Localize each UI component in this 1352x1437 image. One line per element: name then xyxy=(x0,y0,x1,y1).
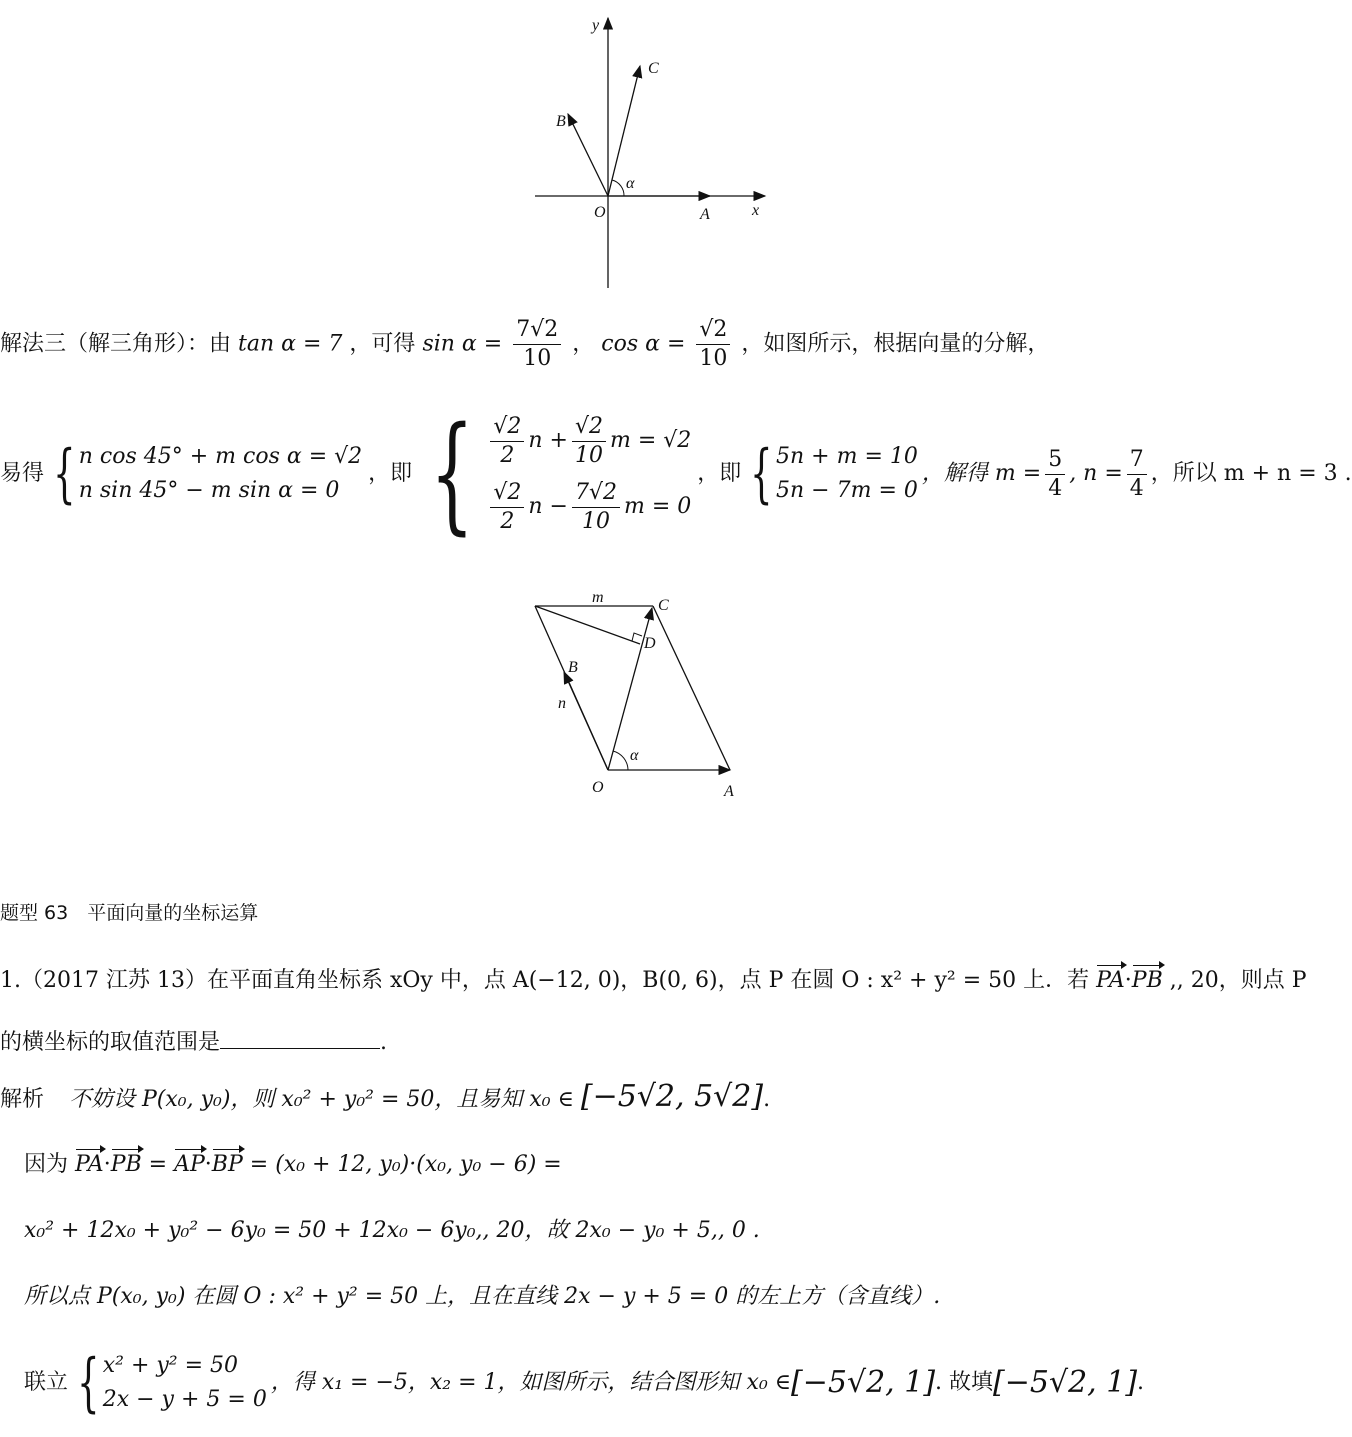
sin-denominator: 10 xyxy=(523,346,552,371)
lianli-label: 联立 xyxy=(24,1370,69,1395)
angle-arc xyxy=(612,180,624,196)
vector-pa: PA xyxy=(75,1150,104,1180)
problem1-line-2: 的横坐标的取值范围是 . xyxy=(0,1026,387,1058)
n-eq: , n = xyxy=(1069,461,1123,486)
tan-expression: tan α = 7 xyxy=(238,331,343,357)
vector-pa: PA xyxy=(1096,966,1125,996)
label-y: y xyxy=(592,17,600,34)
conclusion: ，所以 m + n = 3 . xyxy=(1150,461,1352,486)
label-c: C xyxy=(658,597,669,614)
label-a: A xyxy=(724,783,734,800)
analysis-line-1: 解析 不妨设 P(x₀, y₀)，则 x₀² + y₀² = 50，且易知 x₀ ∈ [−5√2, 5√2]. xyxy=(0,1079,771,1114)
problem1-line-1: 1.（2017 江苏 13）在平面直角坐标系 xOy 中，点 A(−12, 0)，B(0, 6)，点 P 在圆 O : x² + y² = 50 上．若 PA·PB ,, 20，则点 P xyxy=(0,966,1307,996)
analysis-result: ，得 x₁ = −5，x₂ = 1，如图所示，结合图形知 x₀ ∈ xyxy=(270,1370,792,1395)
system-line xyxy=(0,400,1352,547)
right-angle-mark xyxy=(632,633,642,641)
label-alpha: α xyxy=(626,175,635,192)
label-o: O xyxy=(592,779,604,796)
cos-denominator: 10 xyxy=(699,346,728,371)
final-answer: [−5√2, 1] xyxy=(993,1365,1138,1400)
system-3-row-1: 5n + m = 10 xyxy=(776,444,918,469)
system-1-row-2: n sin 45° − m sin α = 0 xyxy=(78,478,340,503)
vector-oc xyxy=(608,66,640,196)
brace-icon: { xyxy=(430,400,475,547)
fill-text: . 故填 xyxy=(935,1370,994,1395)
system-4-row-1: x² + y² = 50 xyxy=(102,1353,239,1378)
cos-lhs: cos α = xyxy=(601,331,686,357)
analysis-text-1: 不妨设 P(x₀, y₀)，则 x₀² + y₀² = 50，且易知 x₀ ∈ xyxy=(69,1087,574,1112)
label-a: A xyxy=(700,206,710,223)
range-2: [−5√2, 1] xyxy=(791,1365,936,1400)
brace-icon: { xyxy=(77,1346,100,1420)
solution3-mid: ，可得 xyxy=(349,331,416,357)
solution3-lead: 解法三（解三角形）：由 xyxy=(0,331,232,357)
system-lead: 易得 xyxy=(0,461,45,486)
segment-perpendicular xyxy=(535,606,640,644)
sin-numerator: 7√2 xyxy=(513,318,561,345)
analysis-dot-product: = (x₀ + 12, y₀)·(x₀, y₀ − 6) = xyxy=(249,1152,562,1177)
label-o: O xyxy=(594,204,606,221)
brace-icon: { xyxy=(53,437,76,511)
system-2-row-2: $\frac{√2}{2}$ n − $\frac{7√2}{10}$ m = 0 xyxy=(486,474,691,540)
system-3 xyxy=(741,437,918,511)
system-1-row-1: n cos 45° + m cos α = √2 xyxy=(78,444,363,469)
analysis-because: 因为 xyxy=(24,1152,69,1177)
angle-arc xyxy=(613,751,628,770)
problem1-question: 的横坐标的取值范围是 xyxy=(0,1030,221,1055)
problem1-text: 1.（2017 江苏 13）在平面直角坐标系 xOy 中，点 A(−12, 0)，B(0, 6)，点 P 在圆 O : x² + y² = 50 上．若 xyxy=(0,968,1090,993)
solve-text: ，解得 m = xyxy=(921,461,1042,486)
system-4 xyxy=(68,1346,267,1420)
brace-icon: { xyxy=(750,437,773,511)
vector-oc xyxy=(608,608,652,770)
range-1: [−5√2, 5√2] xyxy=(580,1079,764,1114)
label-n: n xyxy=(558,695,566,712)
system-2-row-1: $\frac{√2}{2}$ n + $\frac{√2}{10}$ m = √2 xyxy=(486,408,691,474)
solution3-tail: ，如图所示，根据向量的分解， xyxy=(741,331,1050,357)
vector-ob xyxy=(564,672,608,770)
label-c: C xyxy=(648,60,659,77)
cos-numerator: √2 xyxy=(696,318,730,345)
section-heading: 题型 63 平面向量的坐标运算 xyxy=(0,902,259,924)
analysis-label: 解析 xyxy=(0,1087,45,1112)
solution3-line xyxy=(0,318,1049,371)
label-d: D xyxy=(644,635,656,652)
label-b: B xyxy=(556,113,566,130)
label-x: x xyxy=(752,202,760,219)
analysis-line-4: 所以点 P(x₀, y₀) 在圆 O : x² + y² = 50 上，且在直线 2x − y + 5 = 0 的左上方（含直线）. xyxy=(24,1284,941,1309)
system-ji: ，即 xyxy=(368,461,413,486)
label-m: m xyxy=(592,589,604,606)
system-ji-2: ，即 xyxy=(697,461,742,486)
cos-fraction xyxy=(696,318,730,371)
system-4-row-2: 2x − y + 5 = 0 xyxy=(102,1387,267,1412)
segment-right xyxy=(653,606,730,770)
solution3-sep: ， xyxy=(572,331,595,357)
system-2 xyxy=(412,400,692,547)
problem1-condition: ,, 20，则点 P xyxy=(1169,968,1307,993)
m-fraction: $\frac{5}{4}$ xyxy=(1045,448,1065,501)
vector-pb: PB xyxy=(1132,966,1163,996)
n-fraction: $\frac{7}{4}$ xyxy=(1127,448,1147,501)
analysis-line-3: x₀² + 12x₀ + y₀² − 6y₀ = 50 + 12x₀ − 6y₀,, 20，故 2x₀ − y₀ + 5,, 0 . xyxy=(24,1218,760,1243)
vector-ap: AP xyxy=(174,1150,205,1180)
label-b: B xyxy=(568,659,578,676)
figure-coordinate-vectors xyxy=(520,10,780,295)
sin-lhs: sin α = xyxy=(422,331,503,357)
answer-blank xyxy=(220,1026,380,1049)
figure-parallelogram xyxy=(520,580,760,805)
label-alpha: α xyxy=(630,747,639,764)
vector-ob xyxy=(568,114,608,196)
analysis-line-2: 因为 PA·PB = AP·BP = (x₀ + 12, y₀)·(x₀, y₀ − 6) = xyxy=(24,1150,562,1180)
vector-pb: PB xyxy=(111,1150,142,1180)
sin-fraction xyxy=(513,318,561,371)
vector-bp: BP xyxy=(212,1150,243,1180)
system-1 xyxy=(44,437,363,511)
system-3-row-2: 5n − 7m = 0 xyxy=(776,478,918,503)
analysis-line-5: 联立 { x² + y² = 50 2x − y + 5 = 0 ，得 x₁ = −5，x₂ = 1，如图所示，结合图形知 x₀ ∈ [−5√2, 1] . 故填 [−5√2, 1] . xyxy=(24,1346,1145,1420)
